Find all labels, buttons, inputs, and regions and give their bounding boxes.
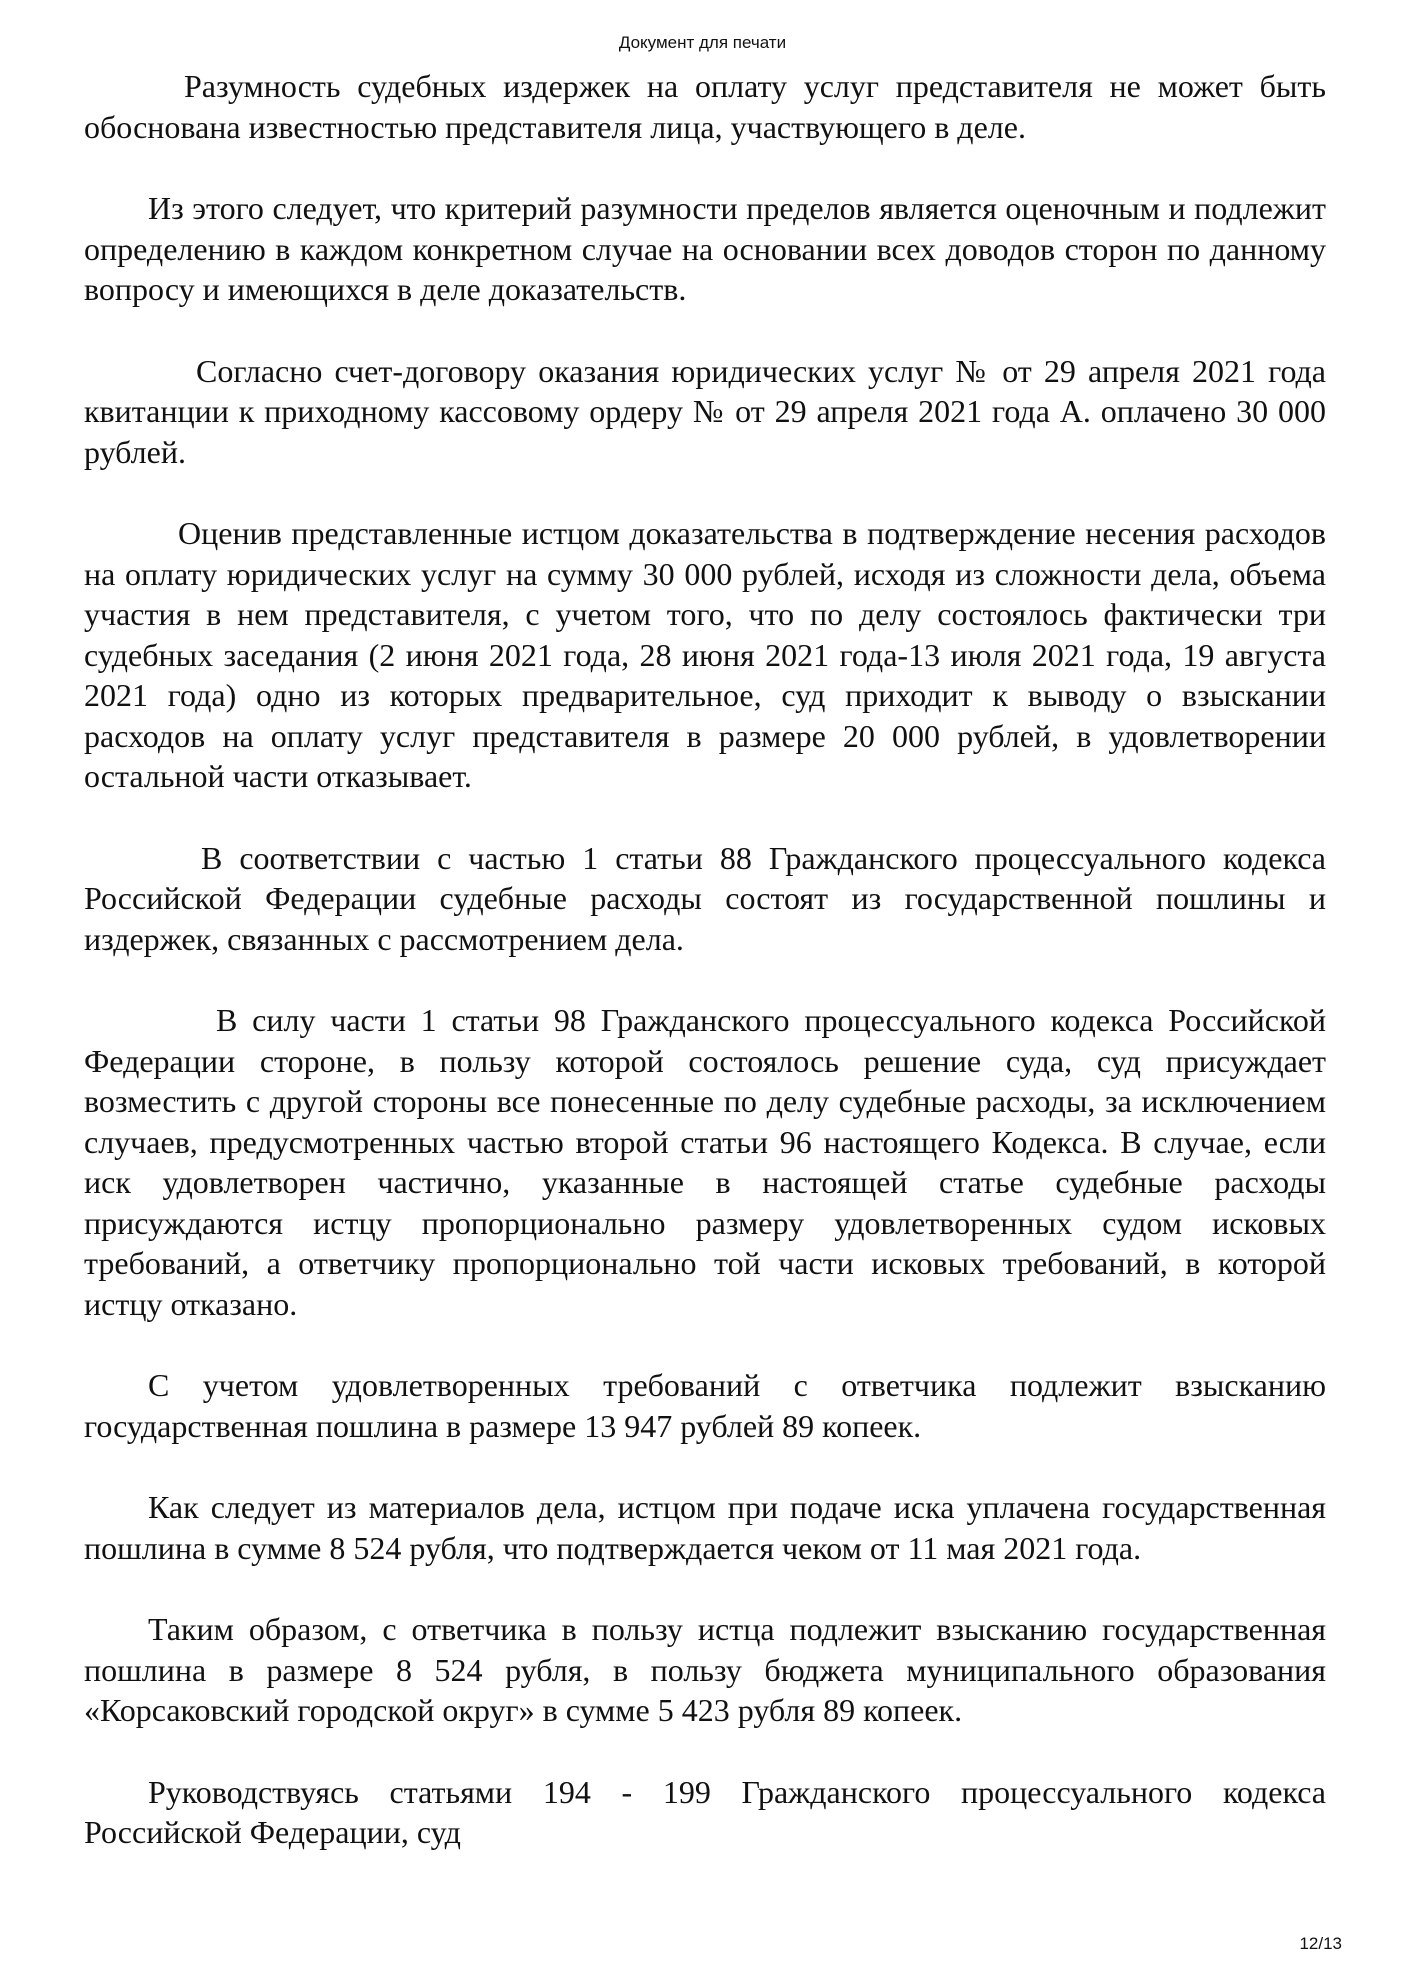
paragraph: Руководствуясь статьями 194 - 199 Гражданского процессуального кодекса Российской Федерации, суд [84, 1773, 1326, 1850]
paragraph: С учетом удовлетворенных требований с ответчика подлежит взысканию государственная пошлина в размере 13 947 рублей 89 копеек. [84, 1367, 1326, 1444]
paragraph: В соответствии с частью 1 статьи 88 Гражданского процессуального кодекса Российской Федерации судебные расходы состоят из государственной пошлины и издержек, связанных с рассмотрением дела. [84, 839, 1326, 957]
paragraph: В силу части 1 статьи 98 Гражданского процессуального кодекса Российской Федерации стороне, в пользу которой состоялось решение суда, суд присуждает возместить с другой стороны все понесенные по делу судебные расходы, за исключением случаев, предусмотренных частью второй статьи 96 настоящего Кодекса. В случае, если иск удовлетворен частично, указанные в настоящей статье судебные расходы присуждаются истцу пропорционально размеру удовлетворенных судом исковых требований, а ответчику пропорционально той части исковых требований, в которой истцу отказано. [84, 1002, 1326, 1322]
paragraph: Оценив представленные истцом доказательства в подтверждение несения расходов на оплату юридических услуг на сумму 30 000 рублей, исходя из сложности дела, объема участия в нем представителя, с учетом того, что по делу состоялось фактически три судебных заседания (2 июня 2021 года, 28 июня 2021 года-13 июля 2021 года, 19 августа 2021 года) одно из которых предварительное, суд приходит к выводу о взыскании расходов на оплату услуг представителя в размере 20 000 рублей, в удовлетворении остальной части отказывает. [84, 515, 1326, 794]
paragraph: Разумность судебных издержек на оплату услуг представителя не может быть обоснована известностью представителя лица, участвующего в деле. [84, 68, 1326, 145]
paragraph: Как следует из материалов дела, истцом при подаче иска уплачена государственная пошлина в сумме 8 524 рубля, что подтверждается чеком от 11 мая 2021 года. [84, 1489, 1326, 1566]
document-body [84, 66, 1326, 1853]
page-number: 12/13 [1299, 1934, 1342, 1953]
paragraph: Таким образом, с ответчика в пользу истца подлежит взысканию государственная пошлина в размере 8 524 рубля, в пользу бюджета муниципального образования «Корсаковский городской округ» в сумме 5 423 рубля 89 копеек. [84, 1611, 1326, 1728]
print-header: Документ для печати [618, 33, 787, 52]
paragraph: Из этого следует, что критерий разумности пределов является оценочным и подлежит определению в каждом конкретном случае на основании всех доводов сторон по данному вопросу и имеющихся в деле доказательств. [84, 190, 1326, 307]
paragraph: Согласно счет-договору оказания юридических услуг № от 29 апреля 2021 года квитанции к приходному кассовому ордеру № от 29 апреля 2021 года А. оплачено 30 000 рублей. [84, 352, 1326, 470]
